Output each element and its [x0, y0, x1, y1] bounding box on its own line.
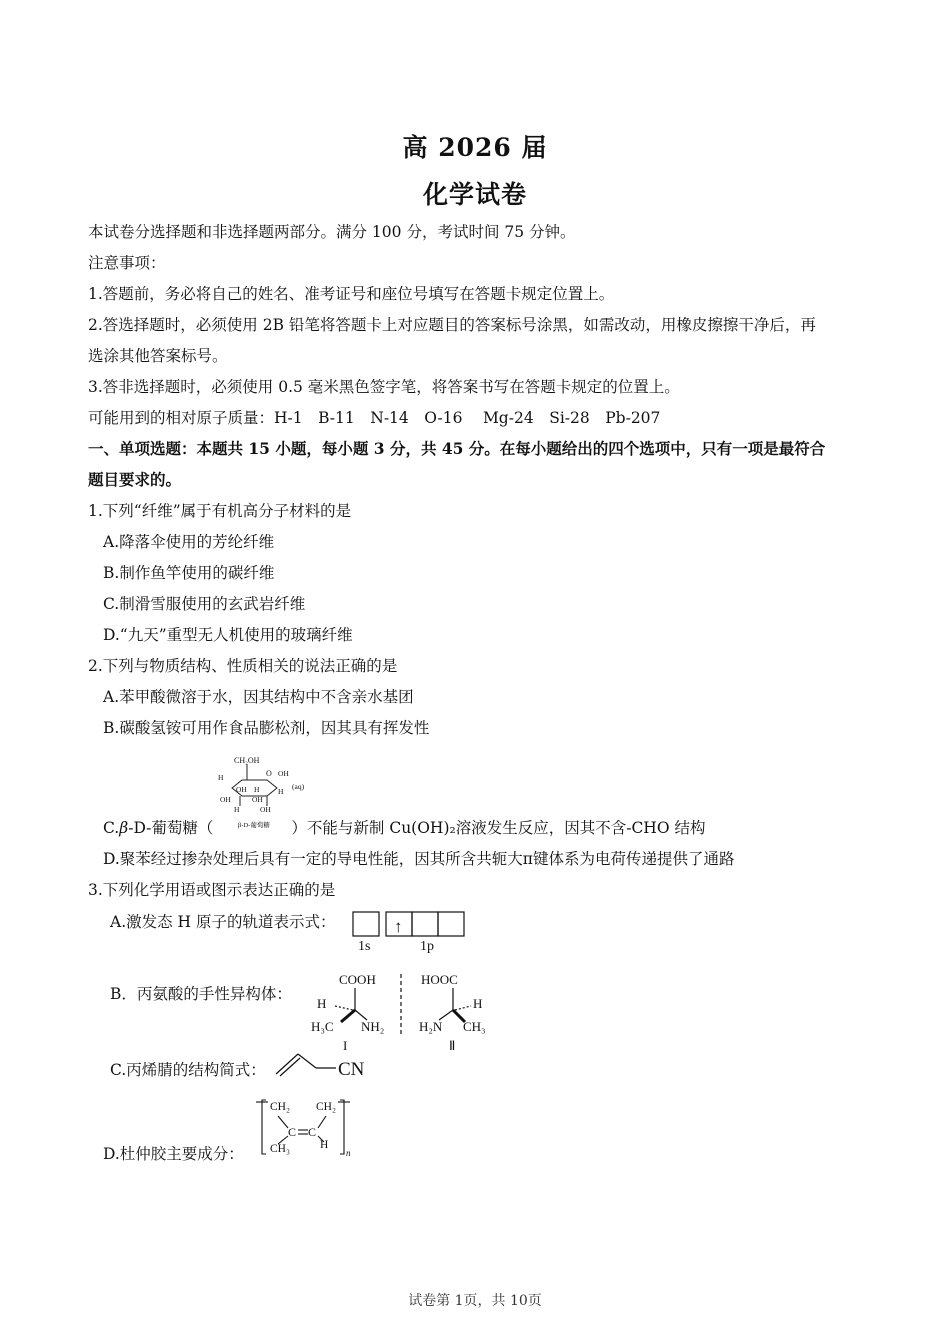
glucose-caption: β-D-葡萄糖 — [238, 822, 270, 829]
svg-text:H₂N: H₂N — [419, 1019, 443, 1034]
svg-text:CH₃: CH₃ — [270, 1143, 290, 1155]
q3-option-b: B．丙氨酸的手性异构体： — [110, 985, 292, 1003]
notice-1: 1.答题前，务必将自己的姓名、准考证号和座位号填写在答题卡规定位置上。 — [88, 285, 615, 303]
isomer-ii: Ⅱ — [449, 1038, 456, 1053]
glucose-top: CH₂OH — [234, 756, 260, 765]
gutta-percha-structure — [254, 1094, 364, 1164]
svg-text:CH₃: CH₃ — [463, 1019, 486, 1034]
svg-text:C: C — [308, 1125, 317, 1139]
q1-option-d: D.“九天”重型无人机使用的玻璃纤维 — [103, 626, 353, 644]
glucose-aq: (aq) — [292, 782, 305, 791]
svg-text:n: n — [346, 1148, 351, 1158]
intro-summary: 本试卷分选择题和非选择题两部分。满分 100 分，考试时间 75 分钟。 — [88, 223, 576, 241]
svg-text:H: H — [320, 1139, 329, 1151]
svg-text:CH₂: CH₂ — [270, 1101, 290, 1113]
svg-text:C: C — [288, 1125, 297, 1139]
q1-stem: 1.下列“纤维”属于有机高分子材料的是 — [88, 502, 352, 520]
notice-2-cont: 选涂其他答案标号。 — [88, 347, 228, 365]
svg-text:OH: OH — [236, 785, 247, 794]
orbital-arrow: ↑ — [394, 917, 403, 936]
cn-label: CN — [338, 1059, 365, 1080]
svg-text:OH: OH — [252, 795, 263, 804]
svg-text:H: H — [278, 787, 284, 796]
svg-text:H₃C: H₃C — [311, 1019, 334, 1034]
q2-option-d: D.聚苯经过掺杂处理后具有一定的导电性能，因其所含共轭大π键体系为电荷传递提供了通路 — [103, 850, 735, 868]
section1-heading-cont: 题目要求的。 — [88, 470, 182, 489]
acrylonitrile-structure — [272, 1048, 382, 1082]
q1-option-c: C.制滑雪服使用的玄武岩纤维 — [103, 595, 306, 613]
glucose-ring-o: O — [266, 769, 272, 778]
svg-text:H: H — [218, 773, 224, 782]
q1-option-a: A.降落伞使用的芳纶纤维 — [103, 533, 275, 551]
svg-text:H: H — [317, 996, 327, 1011]
svg-text:H: H — [254, 785, 260, 794]
cooh-label: COOH — [339, 972, 376, 987]
q2-option-c: C.β-D-葡萄糖（ ）不能与新制 Cu(OH)₂溶液发生反应，因其不含-CHO 结构 — [103, 819, 706, 837]
q3-option-c: C.丙烯腈的结构简式： — [110, 1061, 266, 1079]
svg-text:OH: OH — [220, 795, 231, 804]
q3-stem: 3.下列化学用语或图示表达正确的是 — [88, 881, 336, 899]
svg-text:NH₂: NH₂ — [361, 1019, 385, 1034]
notice-3: 3.答非选择题时，必须使用 0.5 毫米黑色签字笔，将答案书写在答题卡规定的位置上。 — [88, 378, 680, 396]
q2-stem: 2.下列与物质结构、性质相关的说法正确的是 — [88, 657, 398, 675]
q3-option-d: D.杜仲胶主要成分： — [103, 1145, 244, 1163]
q2-option-a: A.苯甲酸微溶于水，因其结构中不含亲水基团 — [103, 688, 414, 706]
notice-2: 2.答选择题时，必须使用 2B 铅笔将答题卡上对应题目的答案标号涂黑，如需改动，用橡皮擦擦干净后，再 — [88, 316, 816, 334]
exam-subject-title: 化学试卷 — [422, 180, 527, 209]
q1-option-b: B.制作鱼竿使用的碳纤维 — [103, 564, 275, 582]
isomer-i: I — [343, 1038, 348, 1053]
orbital-diagram — [350, 910, 470, 954]
page-footer: 试卷第 1页，共 10页 — [408, 1293, 542, 1309]
section1-heading: 一、单项选题：本题共 15 小题，每小题 3 分，共 45 分。在每小题给出的四个选项中，只有一项是最符合 — [88, 439, 826, 458]
svg-text:OH: OH — [278, 769, 289, 778]
hooc-label: HOOC — [421, 972, 458, 987]
svg-text:H: H — [473, 996, 483, 1011]
orbital-1s: 1s — [358, 939, 371, 954]
svg-text:H: H — [234, 805, 240, 814]
atomic-masses: 可能用到的相对原子质量：H-1 B-11 N-14 O-16 Mg-24 Si-28 Pb-207 — [88, 409, 661, 427]
q3-option-a: A.激发态 H 原子的轨道表示式： — [110, 913, 336, 931]
q2-option-b: B.碳酸氢铵可用作食品膨松剂，因其具有挥发性 — [103, 719, 430, 737]
orbital-1p: 1p — [420, 939, 434, 954]
exam-grade-title: 高 2026 届 — [402, 133, 548, 162]
svg-text:CH₂: CH₂ — [316, 1101, 336, 1113]
notice-title: 注意事项： — [88, 254, 166, 272]
alanine-enantiomers — [305, 970, 495, 1058]
svg-text:OH: OH — [260, 805, 271, 814]
